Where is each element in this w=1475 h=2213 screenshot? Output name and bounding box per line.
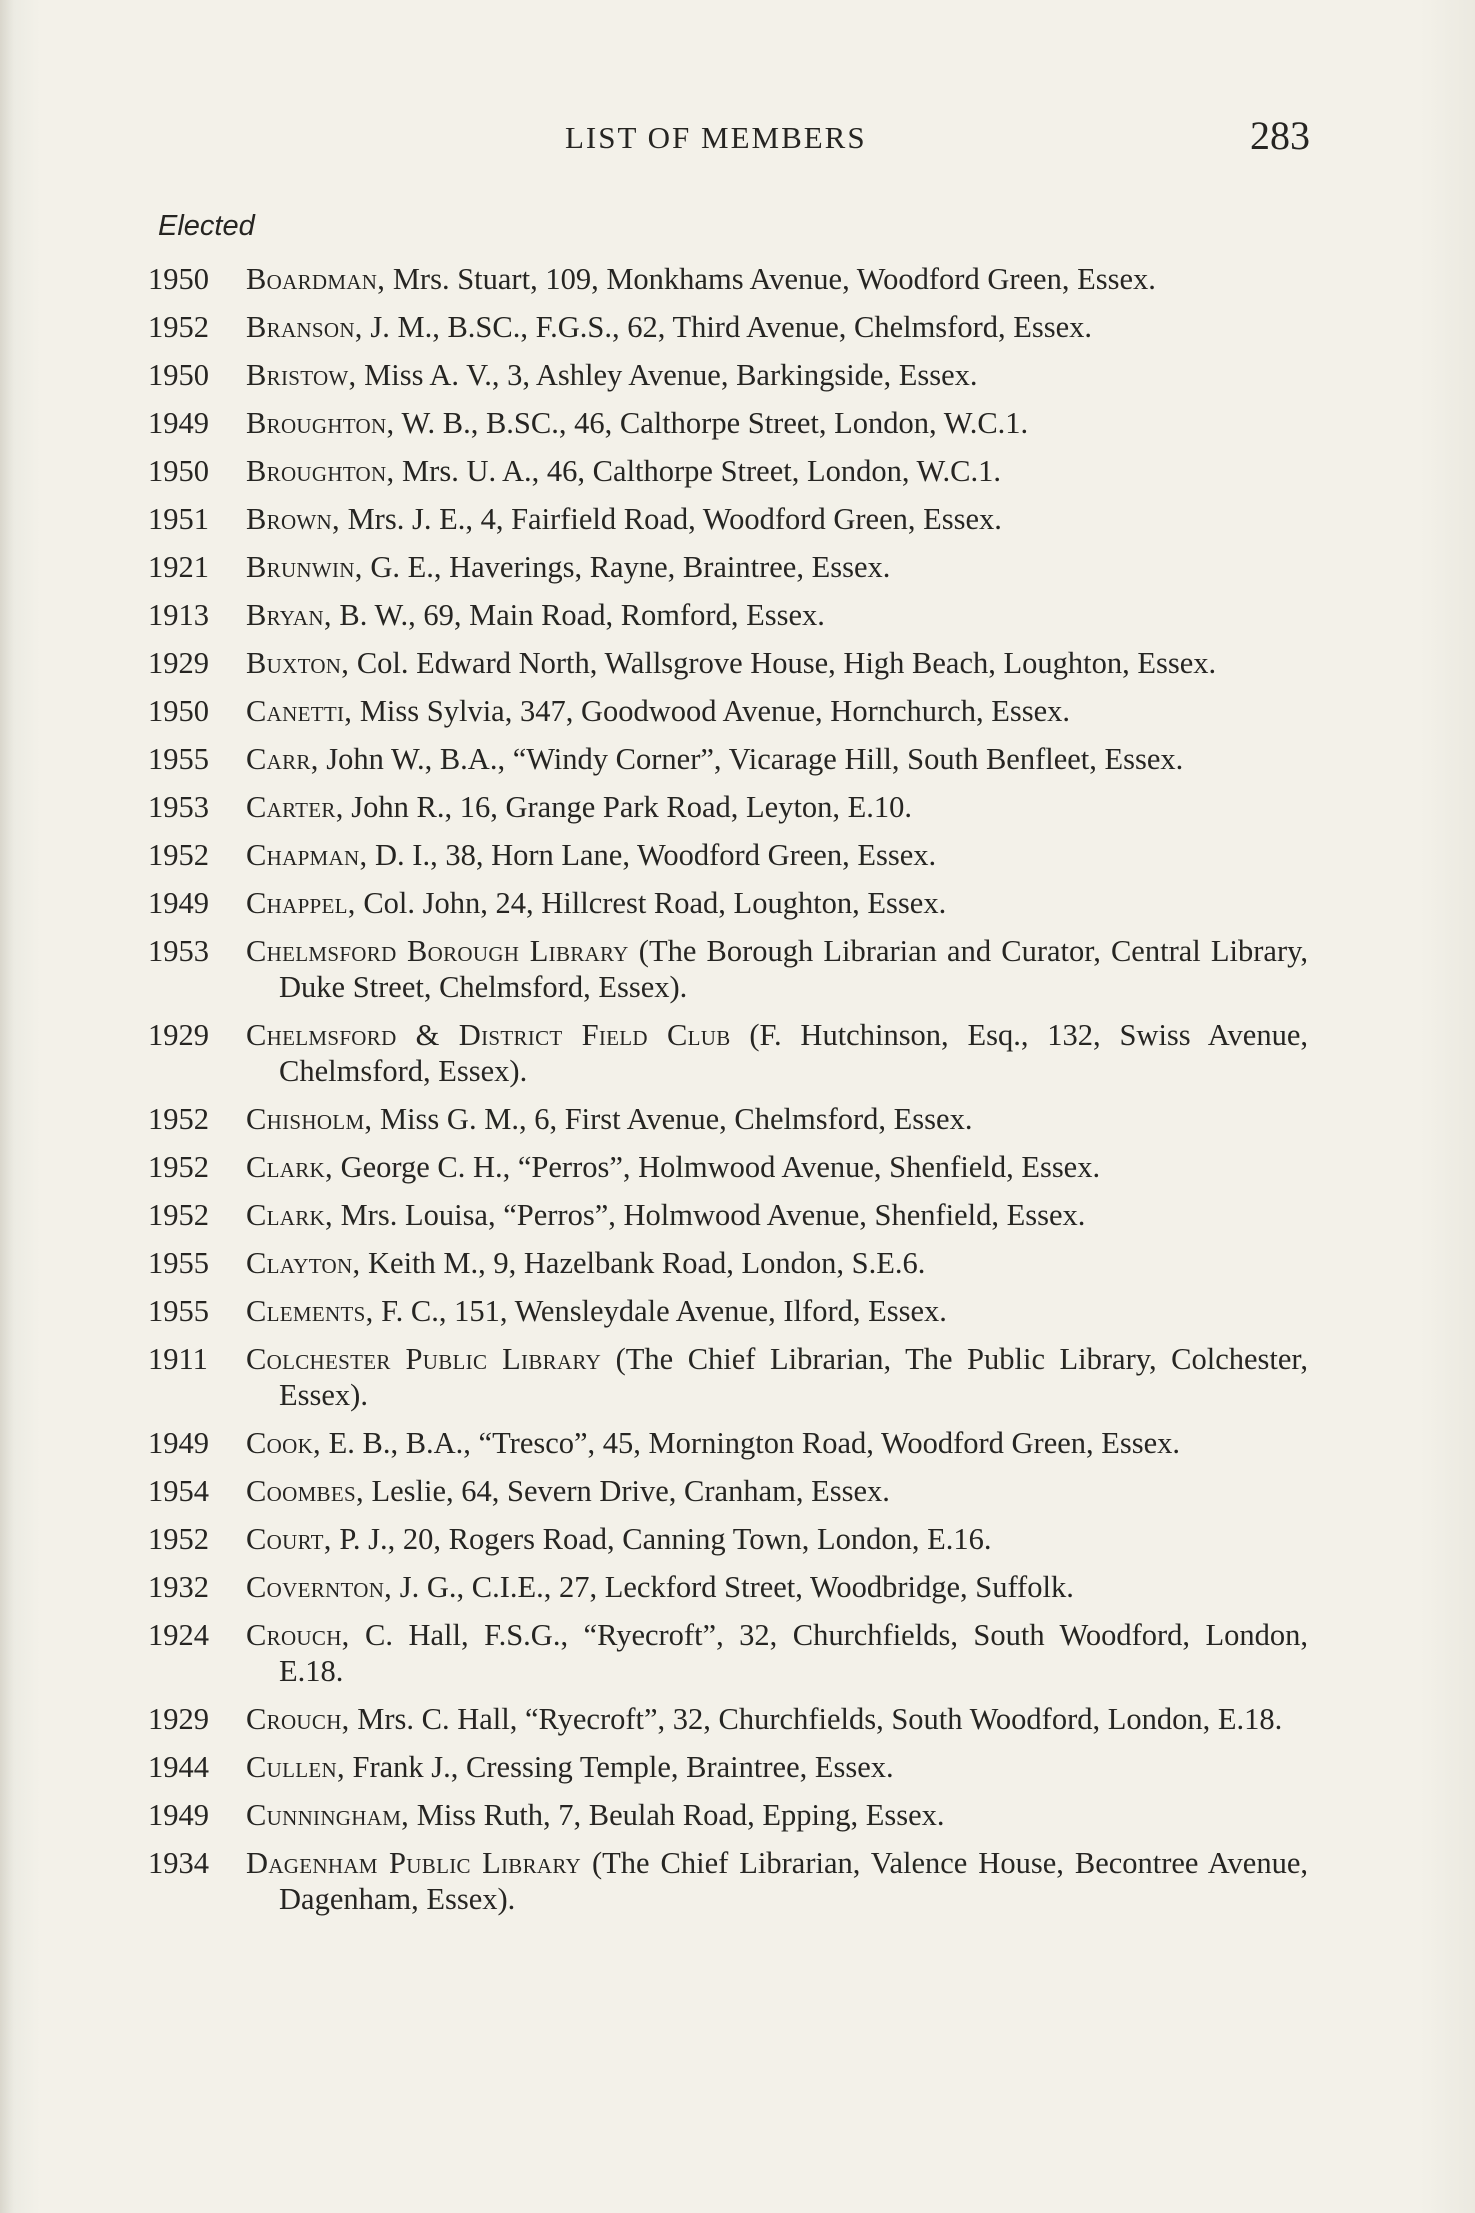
elected-year: 1953	[148, 790, 209, 824]
member-details: (The Chief Librarian, Valence House, Becontree Avenue, Dagenham, Essex).	[279, 1846, 1308, 1916]
elected-year: 1952	[148, 1150, 209, 1184]
elected-year: 1955	[148, 742, 209, 776]
member-entry	[148, 645, 1308, 681]
member-text	[246, 309, 1308, 345]
member-text	[246, 1473, 1308, 1509]
elected-year: 1953	[148, 934, 209, 968]
member-text	[246, 693, 1308, 729]
member-entry	[148, 885, 1308, 921]
member-entry	[148, 309, 1308, 345]
member-entry	[148, 1701, 1308, 1737]
member-entry	[148, 837, 1308, 873]
elected-year: 1955	[148, 1246, 209, 1280]
member-entry	[148, 597, 1308, 633]
member-text	[246, 597, 1308, 633]
elected-year: 1929	[148, 646, 209, 680]
member-name: Clements,	[246, 1294, 374, 1328]
member-text	[246, 837, 1308, 873]
member-name: Cullen,	[246, 1750, 345, 1784]
elected-year: 1949	[148, 1426, 209, 1460]
member-name: Cook,	[246, 1426, 321, 1460]
member-text	[246, 1017, 1308, 1089]
member-details: C. Hall, F.S.G., “Ryecroft”, 32, Churchfields, South Woodford, London, E.18.	[279, 1618, 1308, 1688]
elected-year: 1952	[148, 1102, 209, 1136]
member-text	[246, 1797, 1308, 1833]
member-details: Miss A. V., 3, Ashley Avenue, Barkingside, Essex.	[356, 358, 978, 392]
elected-year: 1911	[148, 1342, 208, 1376]
member-entry	[148, 789, 1308, 825]
member-entry	[148, 1341, 1308, 1413]
member-text	[246, 549, 1308, 585]
member-details: F. C., 151, Wensleydale Avenue, Ilford, Essex.	[373, 1294, 947, 1328]
elected-year: 1950	[148, 694, 209, 728]
member-entry	[148, 1197, 1308, 1233]
member-text	[246, 1293, 1308, 1329]
elected-year: 1950	[148, 454, 209, 488]
member-text	[246, 1149, 1308, 1185]
member-details: Frank J., Cressing Temple, Braintree, Essex.	[344, 1750, 894, 1784]
member-entry	[148, 261, 1308, 297]
member-text	[246, 885, 1308, 921]
member-text	[246, 1245, 1308, 1281]
member-name: Brunwin,	[246, 550, 363, 584]
member-name: Covernton,	[246, 1570, 393, 1604]
member-name: Bryan,	[246, 598, 332, 632]
member-name: Court,	[246, 1522, 332, 1556]
member-details: B. W., 69, Main Road, Romford, Essex.	[331, 598, 825, 632]
member-name: Bristow,	[246, 358, 357, 392]
member-details: Mrs. Louisa, “Perros”, Holmwood Avenue, Shenfield, Essex.	[332, 1198, 1086, 1232]
member-details: D. I., 38, Horn Lane, Woodford Green, Essex.	[367, 838, 937, 872]
member-details: (The Borough Librarian and Curator, Central Library, Duke Street, Chelmsford, Essex).	[279, 934, 1308, 1004]
member-entry	[148, 693, 1308, 729]
member-name: Carr,	[246, 742, 319, 776]
member-entry	[148, 1521, 1308, 1557]
member-name: Chelmsford & District Field Club	[246, 1018, 731, 1052]
member-details: G. E., Haverings, Rayne, Braintree, Essex.	[362, 550, 891, 584]
member-name: Brown,	[246, 502, 340, 536]
member-entry	[148, 1149, 1308, 1185]
elected-year: 1944	[148, 1750, 209, 1784]
elected-column-label: Elected	[158, 210, 255, 242]
elected-year: 1949	[148, 886, 209, 920]
member-name: Broughton,	[246, 454, 395, 488]
member-entry	[148, 453, 1308, 489]
elected-year: 1950	[148, 358, 209, 392]
member-details: Col. Edward North, Wallsgrove House, High Beach, Loughton, Essex.	[349, 646, 1217, 680]
member-details: John W., B.A., “Windy Corner”, Vicarage Hill, South Benfleet, Essex.	[318, 742, 1184, 776]
member-text	[246, 1749, 1308, 1785]
member-text	[246, 645, 1308, 681]
member-name: Crouch,	[246, 1618, 350, 1652]
member-details: E. B., B.A., “Tresco”, 45, Mornington Road, Woodford Green, Essex.	[320, 1426, 1181, 1460]
member-text	[246, 501, 1308, 537]
elected-year: 1949	[148, 1798, 209, 1832]
elected-year: 1929	[148, 1702, 209, 1736]
member-name: Cunningham,	[246, 1798, 410, 1832]
member-text	[246, 261, 1308, 297]
member-entry	[148, 741, 1308, 777]
member-text	[246, 1521, 1308, 1557]
elected-year: 1949	[148, 406, 209, 440]
member-list	[148, 261, 1308, 1929]
member-name: Clark,	[246, 1198, 333, 1232]
member-name: Clark,	[246, 1150, 333, 1184]
member-name: Canetti,	[246, 694, 353, 728]
member-details: Mrs. C. Hall, “Ryecroft”, 32, Churchfields, South Woodford, London, E.18.	[349, 1702, 1283, 1736]
member-details: Keith M., 9, Hazelbank Road, London, S.E.6.	[360, 1246, 926, 1280]
member-name: Broughton,	[246, 406, 395, 440]
member-text	[246, 741, 1308, 777]
member-name: Branson,	[246, 310, 363, 344]
member-details: Mrs. J. E., 4, Fairfield Road, Woodford Green, Essex.	[339, 502, 1002, 536]
member-entry	[148, 1797, 1308, 1833]
member-name: Chapman,	[246, 838, 368, 872]
member-entry	[148, 501, 1308, 537]
member-details: Miss G. M., 6, First Avenue, Chelmsford, Essex.	[372, 1102, 973, 1136]
member-details: Mrs. Stuart, 109, Monkhams Avenue, Woodford Green, Essex.	[385, 262, 1156, 296]
elected-year: 1951	[148, 502, 209, 536]
member-details: Mrs. U. A., 46, Calthorpe Street, London, W.C.1.	[394, 454, 1002, 488]
member-details: John R., 16, Grange Park Road, Leyton, E.10.	[343, 790, 913, 824]
member-text	[246, 1341, 1308, 1413]
member-text	[246, 1701, 1308, 1737]
member-name: Carter,	[246, 790, 344, 824]
member-name: Buxton,	[246, 646, 350, 680]
member-name: Clayton,	[246, 1246, 361, 1280]
elected-year: 1934	[148, 1846, 209, 1880]
elected-year: 1932	[148, 1570, 209, 1604]
elected-year: 1952	[148, 1522, 209, 1556]
member-details: J. G., C.I.E., 27, Leckford Street, Woodbridge, Suffolk.	[392, 1570, 1074, 1604]
member-name: Chelmsford Borough Library	[246, 934, 629, 968]
member-name: Colchester Public Library	[246, 1342, 602, 1376]
elected-year: 1921	[148, 550, 209, 584]
elected-year: 1952	[148, 838, 209, 872]
member-text	[246, 933, 1308, 1005]
running-head: LIST OF MEMBERS	[565, 120, 867, 155]
member-entry	[148, 549, 1308, 585]
member-details: P. J., 20, Rogers Road, Canning Town, London, E.16.	[331, 1522, 992, 1556]
member-text	[246, 1845, 1308, 1917]
elected-year: 1950	[148, 262, 209, 296]
member-text	[246, 1617, 1308, 1689]
member-entry	[148, 357, 1308, 393]
member-text	[246, 357, 1308, 393]
member-details: (F. Hutchinson, Esq., 132, Swiss Avenue, Chelmsford, Essex).	[279, 1018, 1308, 1088]
member-details: Col. John, 24, Hillcrest Road, Loughton, Essex.	[355, 886, 947, 920]
member-details: J. M., B.SC., F.G.S., 62, Third Avenue, Chelmsford, Essex.	[362, 310, 1093, 344]
member-name: Dagenham Public Library	[246, 1846, 581, 1880]
elected-year: 1952	[148, 310, 209, 344]
member-details: W. B., B.SC., 46, Calthorpe Street, London, W.C.1.	[394, 406, 1029, 440]
member-entry	[148, 1425, 1308, 1461]
member-name: Crouch,	[246, 1702, 350, 1736]
member-details: George C. H., “Perros”, Holmwood Avenue, Shenfield, Essex.	[332, 1150, 1101, 1184]
member-text	[246, 1425, 1308, 1461]
member-text	[246, 789, 1308, 825]
page-number: 283	[1250, 113, 1310, 158]
member-text	[246, 1197, 1308, 1233]
member-entry	[148, 1569, 1308, 1605]
member-text	[246, 1101, 1308, 1137]
member-name: Boardman,	[246, 262, 386, 296]
member-details: (The Chief Librarian, The Public Library, Colchester, Essex).	[279, 1342, 1308, 1412]
member-text	[246, 405, 1308, 441]
elected-year: 1924	[148, 1618, 209, 1652]
member-name: Coombes,	[246, 1474, 364, 1508]
member-entry	[148, 1473, 1308, 1509]
member-details: Leslie, 64, Severn Drive, Cranham, Essex.	[363, 1474, 890, 1508]
member-name: Chappel,	[246, 886, 356, 920]
member-entry	[148, 405, 1308, 441]
member-entry	[148, 1617, 1308, 1689]
member-entry	[148, 1749, 1308, 1785]
member-entry	[148, 1017, 1308, 1089]
page-header	[150, 112, 1310, 172]
member-entry	[148, 1101, 1308, 1137]
member-details: Miss Sylvia, 347, Goodwood Avenue, Hornchurch, Essex.	[352, 694, 1070, 728]
elected-year: 1952	[148, 1198, 209, 1232]
elected-year: 1954	[148, 1474, 209, 1508]
elected-year: 1913	[148, 598, 209, 632]
member-text	[246, 1569, 1308, 1605]
member-entry	[148, 1245, 1308, 1281]
elected-year: 1955	[148, 1294, 209, 1328]
member-entry	[148, 933, 1308, 1005]
member-entry	[148, 1293, 1308, 1329]
member-details: Miss Ruth, 7, Beulah Road, Epping, Essex.	[409, 1798, 945, 1832]
elected-year: 1929	[148, 1018, 209, 1052]
member-entry	[148, 1845, 1308, 1917]
member-text	[246, 453, 1308, 489]
member-name: Chisholm,	[246, 1102, 373, 1136]
